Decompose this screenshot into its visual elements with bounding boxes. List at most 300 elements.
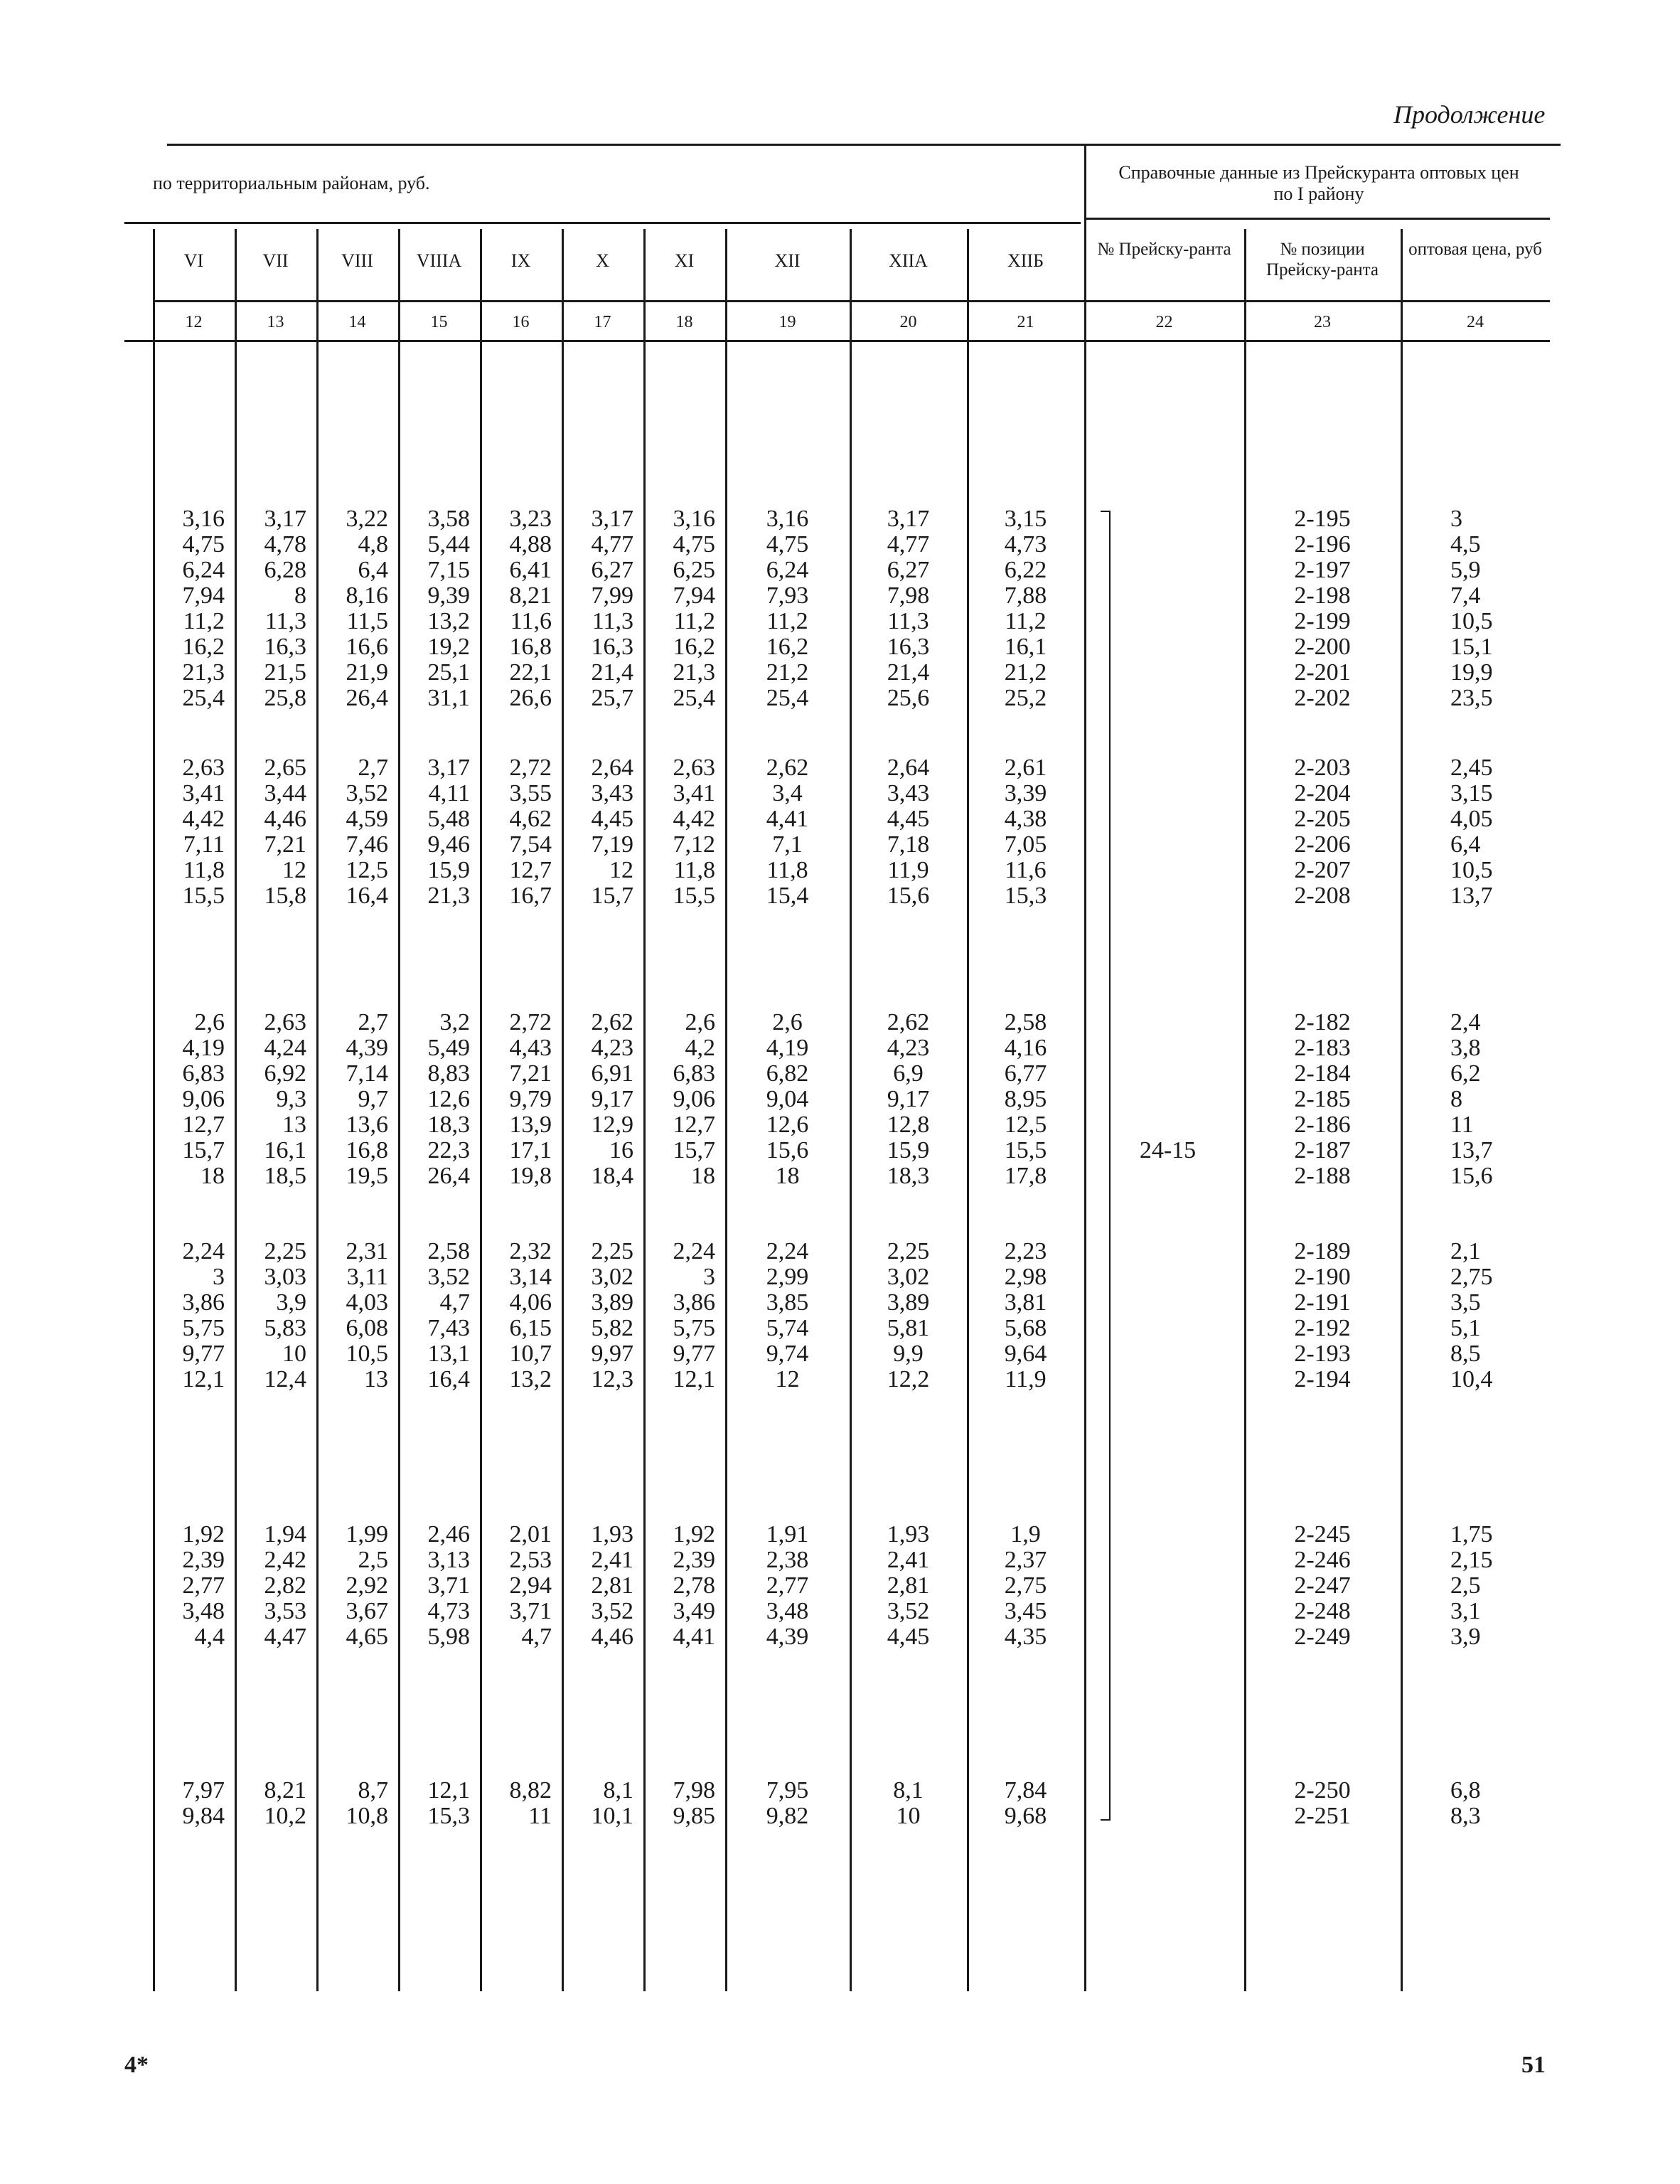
continuation-label: Продолжение <box>1393 100 1546 129</box>
table-cell: 7,18 <box>887 831 930 858</box>
table-cell: 2,25 <box>591 1238 633 1264</box>
column-header: № позиции Прейску-ранта <box>1266 240 1379 279</box>
table-cell: 10,7 <box>509 1341 552 1367</box>
table-cell: 7,19 <box>591 831 633 858</box>
table-cell: 12,9 <box>591 1112 633 1138</box>
table-cell: 16,2 <box>182 634 225 660</box>
table-cell: 3 <box>213 1264 225 1290</box>
table-cell: 1,92 <box>182 1521 225 1548</box>
table-cell: 15,9 <box>427 857 470 883</box>
column-divider <box>1084 144 1086 1991</box>
table-cell: 3,23 <box>509 506 552 532</box>
table-cell: 26,4 <box>346 685 388 711</box>
table-cell: 3 <box>703 1264 715 1290</box>
table-cell: 11,8 <box>766 857 808 883</box>
table-cell: 2,62 <box>887 1009 930 1035</box>
table-cell: 8,83 <box>427 1060 470 1087</box>
table-cell: 7,98 <box>673 1777 715 1804</box>
table-cell: 3,48 <box>182 1598 225 1624</box>
table-cell: 6,83 <box>673 1060 715 1087</box>
table-cell: 9,46 <box>427 831 470 858</box>
table-cell: 4,39 <box>346 1035 388 1061</box>
price-cell: 1,75 <box>1450 1521 1493 1548</box>
table-cell: 9,04 <box>766 1086 809 1112</box>
position-cell: 2-206 <box>1294 831 1351 858</box>
table-cell: 15,5 <box>1004 1137 1047 1163</box>
table-cell: 18,5 <box>264 1163 306 1189</box>
table-cell: 21,3 <box>673 659 715 686</box>
table-cell: 3,17 <box>264 506 306 532</box>
column-number: 14 <box>348 313 366 331</box>
table-cell: 13,2 <box>427 608 470 634</box>
column-number: 13 <box>267 313 284 331</box>
table-cell: 4,43 <box>509 1035 552 1061</box>
table-cell: 13 <box>282 1112 306 1138</box>
table-cell: 3,43 <box>887 780 930 806</box>
table-cell: 6,28 <box>264 557 306 583</box>
table-cell: 6,77 <box>1004 1060 1047 1087</box>
table-cell: 2,23 <box>1004 1238 1047 1264</box>
column-header: VIIIA <box>416 250 462 271</box>
table-cell: 6,82 <box>766 1060 809 1087</box>
column-header: XIIА <box>889 250 928 271</box>
table-cell: 6,24 <box>182 557 225 583</box>
table-cell: 12,3 <box>591 1366 633 1392</box>
table-cell: 4,65 <box>346 1624 388 1650</box>
column-header: XIIБ <box>1007 250 1044 271</box>
table-cell: 12,4 <box>264 1366 306 1392</box>
table-cell: 26,6 <box>509 685 552 711</box>
signature-mark: 4* <box>124 2052 149 2078</box>
table-cell: 6,9 <box>893 1060 924 1087</box>
table-cell: 25,7 <box>591 685 633 711</box>
table-cell: 4,42 <box>182 806 225 832</box>
table-cell: 6,83 <box>182 1060 225 1087</box>
header-rule-right <box>1084 218 1550 220</box>
price-cell: 2,75 <box>1450 1264 1493 1290</box>
brace-bottom <box>1101 1819 1111 1821</box>
position-cell: 2-196 <box>1294 531 1351 558</box>
table-cell: 3,16 <box>182 506 225 532</box>
position-cell: 2-191 <box>1294 1289 1351 1316</box>
table-cell: 15,7 <box>673 1137 715 1163</box>
table-cell: 3,39 <box>1004 780 1047 806</box>
column-divider <box>1401 229 1403 1991</box>
column-header: XII <box>774 250 801 271</box>
table-cell: 1,93 <box>591 1521 633 1548</box>
column-header: IX <box>510 250 531 271</box>
table-cell: 4,38 <box>1004 806 1047 832</box>
table-cell: 3,17 <box>427 755 470 781</box>
table-cell: 2,63 <box>182 755 225 781</box>
table-cell: 11,2 <box>183 608 225 634</box>
table-cell: 5,98 <box>427 1624 470 1650</box>
table-cell: 4,45 <box>591 806 633 832</box>
table-cell: 2,77 <box>766 1572 809 1599</box>
table-cell: 4,11 <box>428 780 470 806</box>
table-cell: 2,7 <box>358 1009 388 1035</box>
price-cell: 3,5 <box>1450 1289 1481 1316</box>
table-cell: 15,3 <box>1004 883 1047 909</box>
table-cell: 3,03 <box>264 1264 306 1290</box>
table-cell: 4,41 <box>673 1624 715 1650</box>
table-cell: 7,97 <box>182 1777 225 1804</box>
price-cell: 10,5 <box>1450 857 1493 883</box>
table-cell: 8,1 <box>893 1777 924 1804</box>
price-cell: 15,6 <box>1450 1163 1493 1189</box>
table-cell: 3,58 <box>427 506 470 532</box>
position-cell: 2-193 <box>1294 1341 1351 1367</box>
price-cell: 13,7 <box>1450 883 1493 909</box>
position-cell: 2-208 <box>1294 883 1351 909</box>
table-cell: 4,06 <box>509 1289 552 1316</box>
table-cell: 5,49 <box>427 1035 470 1061</box>
table-cell: 5,74 <box>766 1315 809 1341</box>
table-cell: 4,78 <box>264 531 306 558</box>
table-cell: 3,4 <box>772 780 803 806</box>
position-cell: 2-188 <box>1294 1163 1351 1189</box>
table-cell: 16,2 <box>673 634 715 660</box>
table-cell: 1,93 <box>887 1521 930 1548</box>
table-cell: 4,45 <box>887 1624 930 1650</box>
table-cell: 16,6 <box>346 634 388 660</box>
table-cell: 2,92 <box>346 1572 388 1599</box>
table-cell: 6,27 <box>887 557 930 583</box>
table-cell: 6,91 <box>591 1060 633 1087</box>
price-cell: 2,45 <box>1450 755 1493 781</box>
column-number: 23 <box>1314 313 1331 331</box>
table-cell: 4,77 <box>887 531 930 558</box>
price-cell: 3,9 <box>1450 1624 1481 1650</box>
table-cell: 3,15 <box>1004 506 1047 532</box>
territorial-header: по территориальным районам, руб. <box>153 173 430 193</box>
price-cell: 6,4 <box>1450 831 1481 858</box>
table-cell: 2,58 <box>427 1238 470 1264</box>
table-cell: 12,1 <box>182 1366 225 1392</box>
table-cell: 21,3 <box>427 883 470 909</box>
table-cell: 4,73 <box>1004 531 1047 558</box>
table-cell: 6,4 <box>358 557 388 583</box>
position-cell: 2-198 <box>1294 582 1351 609</box>
table-cell: 3,16 <box>673 506 715 532</box>
table-cell: 4,75 <box>182 531 225 558</box>
price-cell: 7,4 <box>1450 582 1481 609</box>
table-cell: 16,3 <box>887 634 930 660</box>
table-cell: 11,6 <box>1005 857 1047 883</box>
table-cell: 12,5 <box>346 857 388 883</box>
table-cell: 16,1 <box>264 1137 306 1163</box>
table-cell: 13,1 <box>427 1341 470 1367</box>
price-cell: 2,4 <box>1450 1009 1481 1035</box>
table-cell: 7,05 <box>1004 831 1047 858</box>
price-cell: 10,4 <box>1450 1366 1493 1392</box>
table-cell: 9,84 <box>182 1803 225 1829</box>
table-cell: 3,86 <box>182 1289 225 1316</box>
table-cell: 4,59 <box>346 806 388 832</box>
table-cell: 11,8 <box>673 857 715 883</box>
table-cell: 12,5 <box>1004 1112 1047 1138</box>
table-cell: 11,3 <box>592 608 633 634</box>
position-cell: 2-245 <box>1294 1521 1351 1548</box>
table-cell: 2,65 <box>264 755 306 781</box>
table-cell: 2,5 <box>358 1547 388 1573</box>
table-cell: 15,5 <box>182 883 225 909</box>
price-cell: 8,5 <box>1450 1341 1481 1367</box>
table-cell: 9,77 <box>182 1341 225 1367</box>
table-cell: 3,81 <box>1004 1289 1047 1316</box>
table-cell: 3,44 <box>264 780 306 806</box>
table-cell: 6,41 <box>509 557 552 583</box>
table-cell: 4,75 <box>673 531 715 558</box>
table-cell: 2,64 <box>887 755 930 781</box>
table-cell: 2,58 <box>1004 1009 1047 1035</box>
column-header: VIII <box>341 250 373 271</box>
column-number: 22 <box>1155 313 1173 331</box>
table-cell: 9,82 <box>766 1803 809 1829</box>
table-cell: 16,7 <box>509 883 552 909</box>
column-header: № Прейску-ранта <box>1097 240 1231 259</box>
table-cell: 11,6 <box>510 608 552 634</box>
column-number: 16 <box>512 313 530 331</box>
table-cell: 2,62 <box>766 755 809 781</box>
table-cell: 25,8 <box>264 685 306 711</box>
table-cell: 3,49 <box>673 1598 715 1624</box>
table-cell: 7,95 <box>766 1777 809 1804</box>
table-cell: 11,3 <box>887 608 929 634</box>
table-cell: 4,46 <box>264 806 306 832</box>
position-cell: 2-201 <box>1294 659 1351 686</box>
table-cell: 4,2 <box>685 1035 715 1061</box>
table-cell: 4,7 <box>521 1624 552 1650</box>
table-cell: 15,4 <box>766 883 809 909</box>
table-cell: 8,16 <box>346 582 388 609</box>
position-cell: 2-192 <box>1294 1315 1351 1341</box>
table-cell: 4,24 <box>264 1035 306 1061</box>
price-cell: 8,3 <box>1450 1803 1481 1829</box>
table-cell: 7,88 <box>1004 582 1047 609</box>
position-cell: 2-182 <box>1294 1009 1351 1035</box>
table-cell: 15,6 <box>766 1137 809 1163</box>
price-cell: 6,8 <box>1450 1777 1481 1804</box>
position-cell: 2-194 <box>1294 1366 1351 1392</box>
position-cell: 2-199 <box>1294 608 1351 634</box>
table-cell: 21,3 <box>182 659 225 686</box>
table-cell: 2,63 <box>264 1009 306 1035</box>
table-cell: 3,53 <box>264 1598 306 1624</box>
price-cell: 2,15 <box>1450 1547 1493 1573</box>
table-cell: 3,43 <box>591 780 633 806</box>
table-cell: 2,25 <box>264 1238 306 1264</box>
table-cell: 7,12 <box>673 831 715 858</box>
table-cell: 2,24 <box>182 1238 225 1264</box>
column-number: 24 <box>1467 313 1484 331</box>
table-cell: 9,39 <box>427 582 470 609</box>
table-cell: 5,83 <box>264 1315 306 1341</box>
table-cell: 2,62 <box>591 1009 633 1035</box>
table-cell: 6,22 <box>1004 557 1047 583</box>
table-cell: 11,9 <box>1005 1366 1047 1392</box>
table-cell: 1,94 <box>264 1521 306 1548</box>
table-cell: 16,3 <box>591 634 633 660</box>
price-cell: 19,9 <box>1450 659 1493 686</box>
table-cell: 2,42 <box>264 1547 306 1573</box>
price-cell: 4,5 <box>1450 531 1481 558</box>
column-number: 12 <box>185 313 203 331</box>
table-cell: 8,21 <box>509 582 552 609</box>
table-cell: 8,1 <box>603 1777 633 1804</box>
table-cell: 5,82 <box>591 1315 633 1341</box>
table-cell: 9,68 <box>1004 1803 1047 1829</box>
position-cell: 2-185 <box>1294 1086 1351 1112</box>
position-cell: 2-195 <box>1294 506 1351 532</box>
table-cell: 4,8 <box>358 531 388 558</box>
column-number: 15 <box>430 313 448 331</box>
colnum-rule <box>124 340 1550 342</box>
table-cell: 7,21 <box>509 1060 552 1087</box>
table-cell: 13,9 <box>509 1112 552 1138</box>
price-cell: 4,05 <box>1450 806 1493 832</box>
column-header: VII <box>262 250 289 271</box>
table-cell: 9,7 <box>358 1086 388 1112</box>
table-cell: 6,08 <box>346 1315 388 1341</box>
table-cell: 15,7 <box>591 883 633 909</box>
table-cell: 4,77 <box>591 531 633 558</box>
table-cell: 10,5 <box>346 1341 388 1367</box>
table-cell: 5,75 <box>182 1315 225 1341</box>
table-cell: 12,2 <box>887 1366 930 1392</box>
table-cell: 3,85 <box>766 1289 809 1316</box>
table-cell: 12,7 <box>182 1112 225 1138</box>
position-cell: 2-249 <box>1294 1624 1351 1650</box>
position-cell: 2-204 <box>1294 780 1351 806</box>
table-cell: 2,81 <box>591 1572 633 1599</box>
table-cell: 4,19 <box>766 1035 809 1061</box>
table-cell: 16,4 <box>346 883 388 909</box>
table-cell: 9,17 <box>887 1086 930 1112</box>
table-cell: 2,25 <box>887 1238 930 1264</box>
table-cell: 11,9 <box>887 857 929 883</box>
table-cell: 15,5 <box>673 883 715 909</box>
table-cell: 2,77 <box>182 1572 225 1599</box>
table-cell: 7,46 <box>346 831 388 858</box>
table-cell: 3,14 <box>509 1264 552 1290</box>
table-cell: 7,43 <box>427 1315 470 1341</box>
table-cell: 4,42 <box>673 806 715 832</box>
table-cell: 6,15 <box>509 1315 552 1341</box>
table-cell: 4,62 <box>509 806 552 832</box>
table-cell: 3,22 <box>346 506 388 532</box>
table-cell: 16,2 <box>766 634 809 660</box>
table-cell: 9,74 <box>766 1341 809 1367</box>
table-cell: 3,89 <box>887 1289 930 1316</box>
price-cell: 11 <box>1450 1112 1474 1138</box>
table-cell: 3,48 <box>766 1598 809 1624</box>
table-cell: 16,1 <box>1004 634 1047 660</box>
table-cell: 13,2 <box>509 1366 552 1392</box>
table-cell: 7,94 <box>182 582 225 609</box>
table-cell: 3,52 <box>427 1264 470 1290</box>
table-cell: 3,86 <box>673 1289 715 1316</box>
table-cell: 4,4 <box>194 1624 225 1650</box>
table-cell: 19,2 <box>427 634 470 660</box>
table-cell: 10 <box>282 1341 306 1367</box>
table-cell: 2,72 <box>509 1009 552 1035</box>
table-cell: 12 <box>775 1366 800 1392</box>
table-cell: 4,7 <box>439 1289 470 1316</box>
table-cell: 3,71 <box>509 1598 552 1624</box>
table-cell: 12,7 <box>673 1112 715 1138</box>
table-cell: 8,95 <box>1004 1086 1047 1112</box>
table-cell: 26,4 <box>427 1163 470 1189</box>
table-cell: 3,17 <box>887 506 930 532</box>
table-cell: 13 <box>364 1366 388 1392</box>
position-cell: 2-246 <box>1294 1547 1351 1573</box>
table-cell: 3,45 <box>1004 1598 1047 1624</box>
table-cell: 7,99 <box>591 582 633 609</box>
brace-top <box>1101 511 1111 512</box>
table-cell: 4,39 <box>766 1624 809 1650</box>
table-cell: 18,4 <box>591 1163 633 1189</box>
table-cell: 2,94 <box>509 1572 552 1599</box>
position-cell: 2-250 <box>1294 1777 1351 1804</box>
table-cell: 15,8 <box>264 883 306 909</box>
table-cell: 2,46 <box>427 1521 470 1548</box>
table-cell: 17,8 <box>1004 1163 1047 1189</box>
table-cell: 2,98 <box>1004 1264 1047 1290</box>
table-cell: 6,92 <box>264 1060 306 1087</box>
table-cell: 17,1 <box>509 1137 552 1163</box>
page-number: 51 <box>1521 2052 1546 2078</box>
table-cell: 22,1 <box>509 659 552 686</box>
table-cell: 2,75 <box>1004 1572 1047 1599</box>
column-header: VI <box>183 250 204 271</box>
table-cell: 8,82 <box>509 1777 552 1804</box>
table-cell: 16,3 <box>264 634 306 660</box>
table-cell: 25,4 <box>766 685 809 711</box>
table-cell: 2,39 <box>182 1547 225 1573</box>
table-cell: 2,61 <box>1004 755 1047 781</box>
table-cell: 1,92 <box>673 1521 715 1548</box>
table-cell: 4,16 <box>1004 1035 1047 1061</box>
table-cell: 11,5 <box>346 608 388 634</box>
position-cell: 2-186 <box>1294 1112 1351 1138</box>
table-cell: 2,53 <box>509 1547 552 1573</box>
table-cell: 10,8 <box>346 1803 388 1829</box>
position-cell: 2-187 <box>1294 1137 1351 1163</box>
table-cell: 2,24 <box>766 1238 809 1264</box>
table-cell: 2,6 <box>194 1009 225 1035</box>
table-cell: 9,79 <box>509 1086 552 1112</box>
table-cell: 4,03 <box>346 1289 388 1316</box>
table-cell: 12 <box>609 857 633 883</box>
table-cell: 25,1 <box>427 659 470 686</box>
table-cell: 7,93 <box>766 582 809 609</box>
table-cell: 15,7 <box>182 1137 225 1163</box>
table-cell: 12,6 <box>766 1112 809 1138</box>
table-cell: 12 <box>282 857 306 883</box>
price-list-number: 24-15 <box>1139 1137 1197 1163</box>
table-cell: 21,2 <box>766 659 809 686</box>
top-rule <box>167 144 1561 146</box>
position-cell: 2-189 <box>1294 1238 1351 1264</box>
table-cell: 10,2 <box>264 1803 306 1829</box>
table-cell: 6,24 <box>766 557 809 583</box>
table-cell: 2,7 <box>358 755 388 781</box>
table-cell: 9,06 <box>182 1086 225 1112</box>
table-cell: 9,3 <box>276 1086 306 1112</box>
table-cell: 7,21 <box>264 831 306 858</box>
table-cell: 11,8 <box>183 857 225 883</box>
